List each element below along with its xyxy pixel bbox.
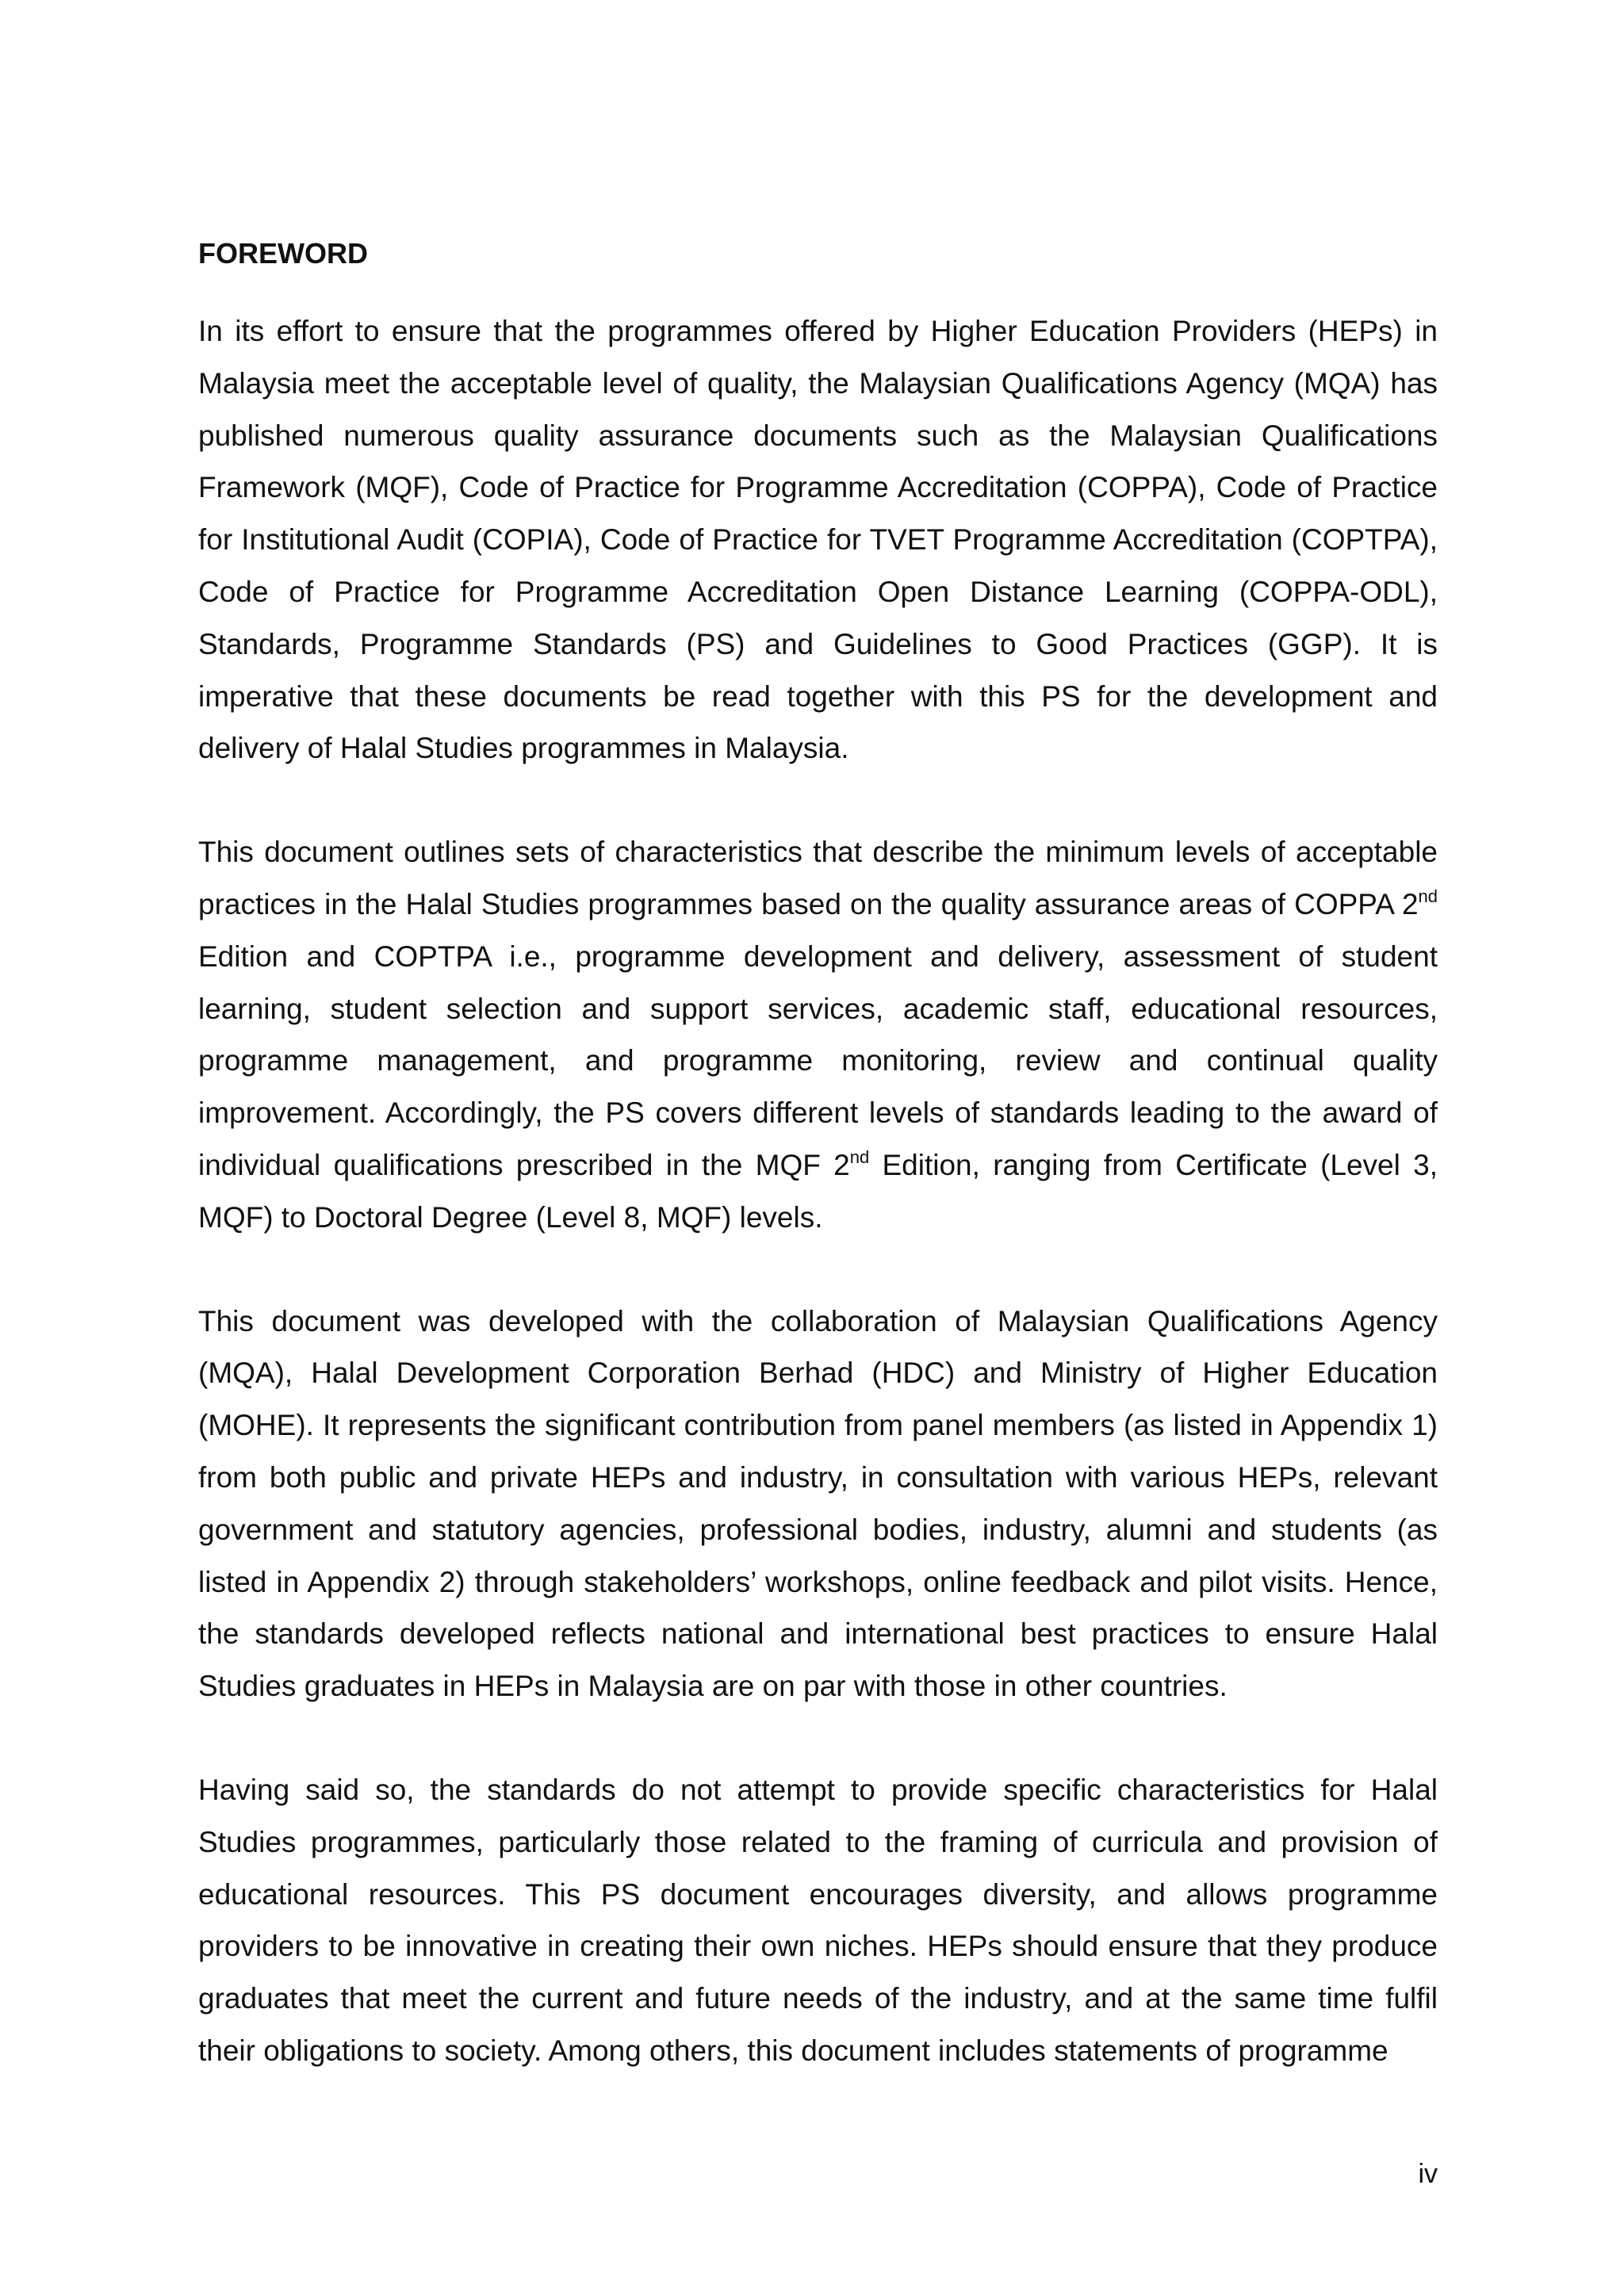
paragraph-3: This document was developed with the collaboration of Malaysian Qualifications Agency (MQA), Halal Development Corporation Berhad (HDC) and Ministry of Higher Education (MOHE). It represents the significant contribution from panel members (as listed in Appendix 1) from both public and private HEPs and industry, in consultation with various HEPs, relevant government and statutory agencies, professional bodies, industry, alumni and students (as listed in Appendix 2) through stakeholders’ workshops, online feedback and pilot visits. Hence, the standards developed reflects national and international best practices to ensure Halal Studies graduates in HEPs in Malaysia are on par with those in other countries. bbox=[198, 1304, 1438, 1703]
paragraph-2 bbox=[198, 826, 1438, 1243]
paragraph-2-part-1: This document outlines sets of characteristics that describe the minimum levels of acceptable practices in the Halal Studies programmes based on the quality assurance areas of COPPA 2 bbox=[198, 836, 1438, 920]
page-number: iv bbox=[1418, 2159, 1438, 2189]
paragraph-2-part-2: Edition and COPTPA i.e., programme development and delivery, assessment of student learning, student selection and support services, academic staff, educational resources, programme management, and programme monitoring, review and continual quality improvement. Accordingly, the PS covers different levels of standards leading to the award of individual qualifications prescribed in the MQF 2 bbox=[198, 939, 1438, 1181]
paragraph-2-part-3: Edition, ranging from Certificate (Level 3, MQF) to Doctoral Degree (Level 8, MQF) levels. bbox=[198, 1148, 1438, 1234]
foreword-heading: FOREWORD bbox=[198, 237, 368, 270]
superscript-nd-1: nd bbox=[1418, 886, 1438, 906]
superscript-nd-2: nd bbox=[849, 1146, 870, 1167]
page-content bbox=[198, 234, 1438, 2129]
paragraph-4: Having said so, the standards do not attempt to provide specific characteristics for Halal Studies programmes, particularly those related to the framing of curricula and provision of educational resources. This PS document encourages diversity, and allows programme providers to be innovative in creating their own niches. HEPs should ensure that they produce graduates that meet the current and future needs of the industry, and at the same time fulfil their obligations to society. Among others, this document includes statements of programme bbox=[198, 1773, 1438, 2067]
paragraph-1: In its effort to ensure that the programmes offered by Higher Education Providers (HEPs) in Malaysia meet the acceptable level of quality, the Malaysian Qualifications Agency (MQA) has published numerous quality assurance documents such as the Malaysian Qualifications Framework (MQF), Code of Practice for Programme Accreditation (COPPA), Code of Practice for Institutional Audit (COPIA), Code of Practice for TVET Programme Accreditation (COPTPA), Code of Practice for Programme Accreditation Open Distance Learning (COPPA-ODL), Standards, Programme Standards (PS) and Guidelines to Good Practices (GGP). It is imperative that these documents be read together with this PS for the development and delivery of Halal Studies programmes in Malaysia. bbox=[198, 315, 1438, 765]
